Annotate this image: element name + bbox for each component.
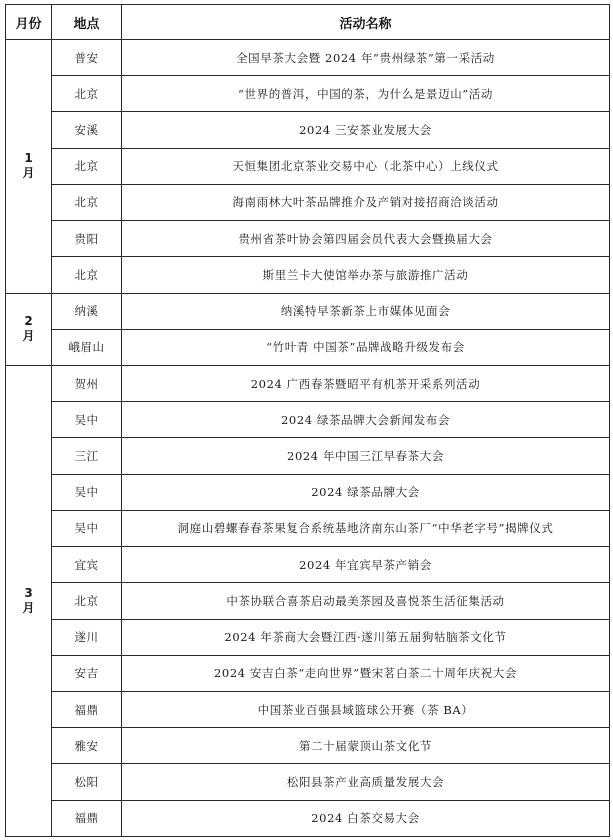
table-row (6, 510, 610, 546)
event-name-cell: 2024 三安茶业发展大会 (122, 112, 610, 148)
header-place: 地点 (52, 5, 122, 40)
table-row (6, 547, 610, 583)
place-cell: 安溪 (52, 112, 122, 148)
event-name-cell: 松阳县茶产业高质量发展大会 (122, 764, 610, 800)
table-row (6, 293, 610, 329)
place-cell: 北京 (52, 184, 122, 220)
place-cell: 北京 (52, 148, 122, 184)
month-number: 3 (24, 585, 33, 600)
month-unit: 月 (22, 600, 35, 615)
place-cell: 北京 (52, 583, 122, 619)
place-cell: 宜宾 (52, 547, 122, 583)
table-row (6, 402, 610, 438)
table-row (6, 764, 610, 800)
month-cell (6, 293, 52, 365)
month-number: 1 (24, 151, 33, 166)
header-row (6, 5, 610, 40)
place-cell: 峨眉山 (52, 329, 122, 365)
event-name-cell: 2024 安吉白茶“走向世界”暨宋茗白茶二十周年庆祝大会 (122, 655, 610, 691)
month-cell (6, 365, 52, 836)
place-cell: 北京 (52, 76, 122, 112)
place-cell: 松阳 (52, 764, 122, 800)
place-cell: 贺州 (52, 365, 122, 401)
event-name-cell: 2024 年茶商大会暨江西·遂川第五届狗牯脑茶文化节 (122, 619, 610, 655)
event-name-cell: 全国早茶大会暨 2024 年“贵州绿茶”第一采活动 (122, 40, 610, 76)
event-name-cell: 2024 绿茶品牌大会 (122, 474, 610, 510)
place-cell: 北京 (52, 257, 122, 293)
place-cell: 遂川 (52, 619, 122, 655)
month-unit: 月 (22, 166, 35, 181)
table-row (6, 619, 610, 655)
month-number: 2 (24, 314, 33, 329)
place-cell: 安吉 (52, 655, 122, 691)
table-row (6, 800, 610, 836)
table-row (6, 184, 610, 220)
table-row (6, 40, 610, 76)
table-row (6, 438, 610, 474)
event-name-cell: 斯里兰卡大使馆举办茶与旅游推广活动 (122, 257, 610, 293)
place-cell: 福鼎 (52, 800, 122, 836)
event-name-cell: 中茶协联合喜茶启动最美茶园及喜悦茶生活征集活动 (122, 583, 610, 619)
month-cell (6, 40, 52, 294)
place-cell: 普安 (52, 40, 122, 76)
place-cell: 纳溪 (52, 293, 122, 329)
place-cell: 福鼎 (52, 691, 122, 727)
event-name-cell: 2024 年宜宾早茶产销会 (122, 547, 610, 583)
table-row (6, 583, 610, 619)
month-unit: 月 (22, 329, 35, 344)
events-body (6, 40, 610, 837)
header-month: 月份 (6, 5, 52, 40)
event-name-cell: “竹叶青 中国茶”品牌战略升级发布会 (122, 329, 610, 365)
event-name-cell: 海南雨林大叶茶品牌推介及产销对接招商洽谈活动 (122, 184, 610, 220)
table-row (6, 691, 610, 727)
event-name-cell: “世界的普洱，中国的茶，为什么是景迈山”活动 (122, 76, 610, 112)
event-name-cell: 中国茶业百强县域篮球公开赛（茶 BA） (122, 691, 610, 727)
table-row (6, 655, 610, 691)
table-row (6, 365, 610, 401)
event-name-cell: 天恒集团北京茶业交易中心（北茶中心）上线仪式 (122, 148, 610, 184)
table-row (6, 76, 610, 112)
table-row (6, 148, 610, 184)
event-name-cell: 2024 白茶交易大会 (122, 800, 610, 836)
events-table (5, 4, 610, 837)
event-name-cell: 2024 广西春茶暨昭平有机茶开采系列活动 (122, 365, 610, 401)
place-cell: 吴中 (52, 510, 122, 546)
place-cell: 三江 (52, 438, 122, 474)
table-row (6, 728, 610, 764)
table-row (6, 329, 610, 365)
event-name-cell: 贵州省茶叶协会第四届会员代表大会暨换届大会 (122, 221, 610, 257)
event-name-cell: 2024 绿茶品牌大会新闻发布会 (122, 402, 610, 438)
event-name-cell: 2024 年中国三江早春茶大会 (122, 438, 610, 474)
place-cell: 雅安 (52, 728, 122, 764)
place-cell: 吴中 (52, 474, 122, 510)
place-cell: 吴中 (52, 402, 122, 438)
event-name-cell: 洞庭山碧螺春春茶果复合系统基地济南东山茶厂“中华老字号”揭牌仪式 (122, 510, 610, 546)
place-cell: 贵阳 (52, 221, 122, 257)
table-row (6, 474, 610, 510)
table-row (6, 257, 610, 293)
table-row (6, 112, 610, 148)
event-name-cell: 第二十届蒙顶山茶文化节 (122, 728, 610, 764)
event-name-cell: 纳溪特早茶新茶上市媒体见面会 (122, 293, 610, 329)
header-event-name: 活动名称 (122, 5, 610, 40)
table-row (6, 221, 610, 257)
